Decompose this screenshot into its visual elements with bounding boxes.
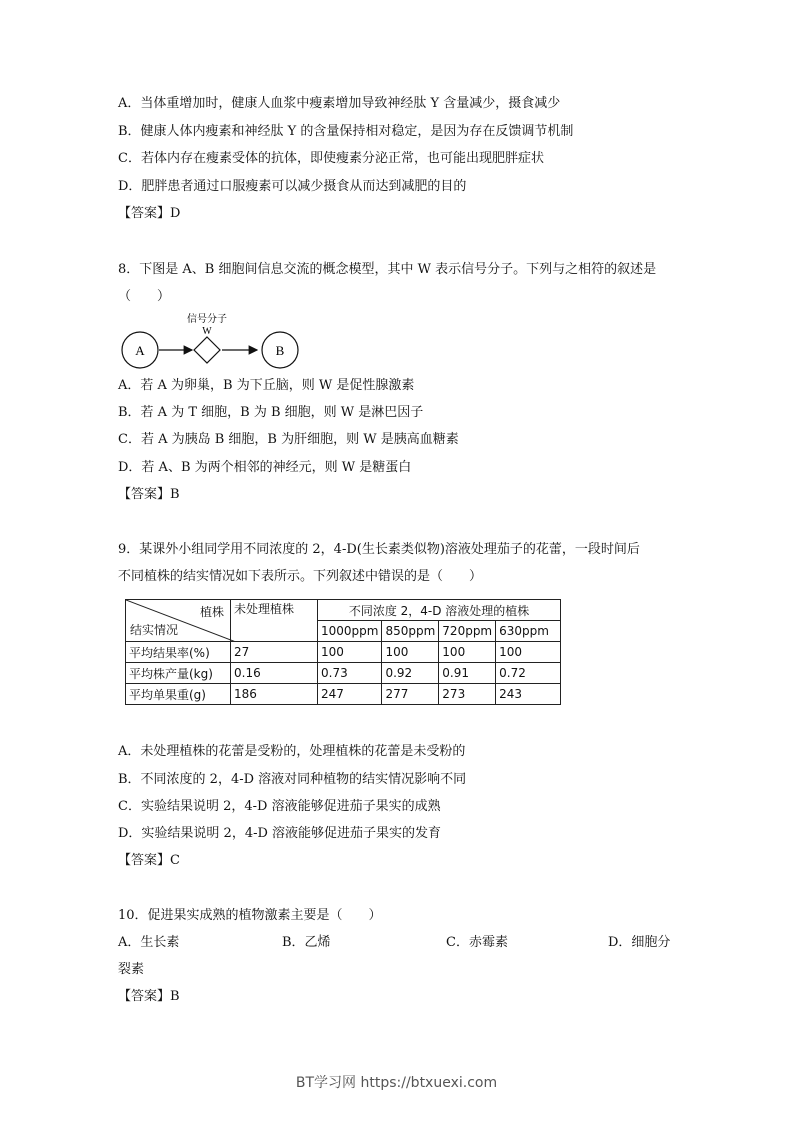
q10-option-d: D．细胞分 — [608, 935, 671, 950]
q7-option-c: C．若体内存在瘦素受体的抗体，即使瘦素分泌正常，也可能出现肥胖症状 — [118, 151, 544, 166]
cell-b-label: B — [275, 343, 285, 358]
corner-bottom-label: 结实情况 — [130, 623, 179, 637]
signal-molecule-label: 信号分子 — [187, 314, 227, 325]
q7-option-a: A．当体重增加时，健康人血浆中瘦素增加导致神经肽 Y 含量减少，摄食减少 — [118, 96, 561, 111]
q8-option-a: A．若 A 为卵巢，B 为下丘脑，则 W 是促性腺激素 — [118, 378, 415, 393]
q9-stem-line2: 不同植株的结实情况如下表所示。下列叙述中错误的是（ ） — [118, 569, 483, 584]
cell: 243 — [496, 684, 561, 705]
cell: 247 — [318, 684, 382, 705]
q7-answer: 【答案】D — [118, 206, 181, 221]
q8-option-b: B．若 A 为 T 细胞，B 为 B 细胞，则 W 是淋巴因子 — [118, 405, 424, 420]
row-label: 平均株产量(kg) — [126, 663, 231, 684]
row-label: 平均单果重(g) — [126, 684, 231, 705]
q9-option-c: C．实验结果说明 2，4-D 溶液能够促进茄子果实的成熟 — [118, 799, 441, 814]
q9-option-b: B．不同浓度的 2，4-D 溶液对同种植物的结实情况影响不同 — [118, 772, 467, 787]
q7-option-d: D．肥胖患者通过口服瘦素可以减少摄食从而达到减肥的目的 — [118, 179, 467, 194]
cell: 0.72 — [496, 663, 561, 684]
table-row — [126, 684, 561, 705]
q8-option-c: C．若 A 为胰岛 B 细胞，B 为肝细胞，则 W 是胰高血糖素 — [118, 432, 459, 447]
q8-signal-diagram — [118, 310, 318, 374]
q7-option-b: B．健康人体内瘦素和神经肽 Y 的含量保持相对稳定，是因为存在反馈调节机制 — [118, 124, 574, 139]
q9-option-d: D．实验结果说明 2，4-D 溶液能够促进茄子果实的发育 — [118, 826, 442, 841]
cell: 273 — [439, 684, 496, 705]
cell: 100 — [382, 642, 439, 663]
row-label: 平均结果率(%) — [126, 642, 231, 663]
q9-answer: 【答案】C — [118, 853, 180, 868]
q9-results-table — [125, 599, 561, 705]
col-group-header: 不同浓度 2，4-D 溶液处理的植株 — [318, 600, 561, 621]
corner-top-label: 植株 — [199, 605, 224, 619]
q9-stem: 9．某课外小组同学用不同浓度的 2，4-D(生长素类似物)溶液处理茄子的花蕾，一段时间后 — [118, 542, 640, 557]
q10-option-d-wrap: 裂素 — [118, 962, 145, 977]
q8-answer: 【答案】B — [118, 487, 180, 502]
q8-stem-paren: （ ） — [118, 289, 171, 304]
q10-option-a: A．生长素 — [118, 935, 180, 950]
cell: 100 — [439, 642, 496, 663]
cell: 27 — [231, 642, 318, 663]
site-footer: BT学习网 https://btxuexi.com — [295, 1075, 498, 1091]
cell: 277 — [382, 684, 439, 705]
conc-1000: 1000ppm — [318, 621, 382, 642]
conc-850: 850ppm — [382, 621, 439, 642]
cell: 100 — [318, 642, 382, 663]
signal-molecule-symbol: W — [202, 326, 212, 337]
table-header-row — [126, 600, 561, 621]
q10-option-b: B．乙烯 — [282, 935, 331, 950]
signal-molecule-diamond — [194, 337, 220, 363]
cell: 0.91 — [439, 663, 496, 684]
table-row — [126, 642, 561, 663]
q10-stem: 10．促进果实成熟的植物激素主要是（ ） — [118, 908, 382, 923]
cell: 186 — [231, 684, 318, 705]
q8-option-d: D．若 A、B 为两个相邻的神经元，则 W 是糖蛋白 — [118, 460, 412, 475]
q9-option-a: A．未处理植株的花蕾是受粉的，处理植株的花蕾是未受粉的 — [118, 744, 466, 759]
conc-720: 720ppm — [439, 621, 496, 642]
cell: 100 — [496, 642, 561, 663]
col-untreated-header: 未处理植株 — [231, 600, 318, 642]
conc-630: 630ppm — [496, 621, 561, 642]
q10-option-c: C．赤霉素 — [446, 935, 508, 950]
table-row — [126, 663, 561, 684]
cell-a-label: A — [135, 343, 145, 358]
cell: 0.92 — [382, 663, 439, 684]
cell: 0.16 — [231, 663, 318, 684]
q8-stem: 8．下图是 A、B 细胞间信息交流的概念模型，其中 W 表示信号分子。下列与之相符的叙述是 — [118, 262, 657, 277]
table-corner-cell — [126, 600, 231, 642]
q10-answer: 【答案】B — [118, 989, 180, 1004]
cell: 0.73 — [318, 663, 382, 684]
